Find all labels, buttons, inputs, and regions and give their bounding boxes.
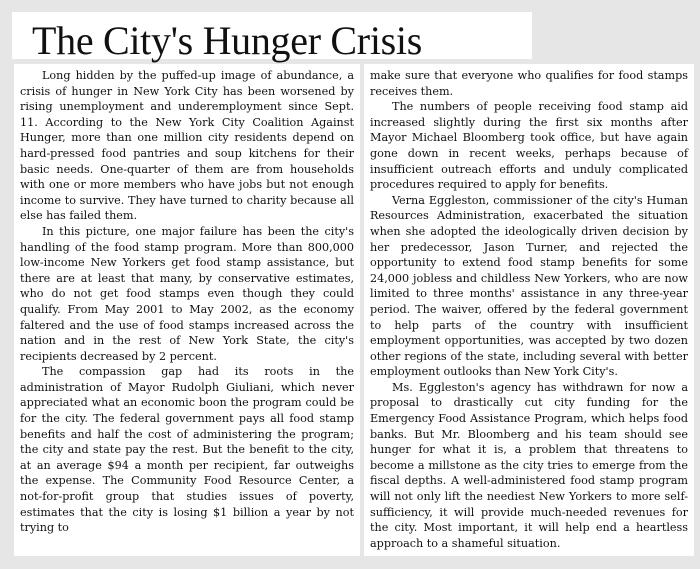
- paragraph: Verna Eggleston, commissioner of the city's Human Resources Administration, exacerbated the situation when she adopted the ideologically driven decision by her predecessor, Jason Turner, and rejected the opportunity to extend food stamp benefits for some 24,000 jobless and childless New Yorkers, who are now limited to three months' assistance in any three-year period. The waiver, offered by the federal government to help parts of the country with insufficient employment opportunities, was accepted by two dozen other regions of the state, including several with better employment outlooks than New York City's.: [370, 193, 688, 379]
- paragraph: In this picture, one major failure has been the city's handling of the food stamp program. More than 800,000 low-income New Yorkers get food stamp assistance, but there are at least that many, by conservative estimates, who do not get food stamps even though they could qualify. From May 2001 to May 2002, as the economy faltered and the use of food stamps increased across the nation and in the rest of New York State, the city's recipients decreased by 2 percent.: [20, 224, 354, 363]
- right-column: [364, 64, 694, 556]
- paragraph: The compassion gap had its roots in the administration of Mayor Rudolph Giuliani, which never appreciated what an economic boon the program could be for the city. The federal government pays all food stamp benefits and half the cost of administering the program; the city and state pay the rest. But the benefit to the city, at an average $94 a month per recipient, far outweighs the expense. The Community Food Resource Center, a not-for-profit group that studies issues of poverty, estimates that the city is losing $1 billion a year by not trying to: [20, 365, 354, 535]
- paragraph: The numbers of people receiving food stamp aid increased slightly during the first six months after Mayor Michael Bloomberg took office, but have again gone down in recent weeks, perhaps because of insufficient outreach efforts and unduly complicated procedures required to apply for benefits.: [370, 100, 688, 192]
- headline-box: [12, 12, 532, 63]
- paragraph: Long hidden by the puffed-up image of abundance, a crisis of hunger in New York City has been worsened by rising unemployment and underemployment since Sept. 11. According to the New York City Coalition Against Hunger, more than one million city residents depend on hard-pressed food pantries and soup kitchens for their basic needs. One-quarter of them are from households with one or more members who have jobs but not enough income to survive. They have turned to charity because all else has failed them.: [20, 69, 354, 223]
- left-column: [14, 64, 360, 556]
- paragraph-continued: make sure that everyone who qualifies for food stamps receives them.: [370, 69, 688, 98]
- headline: The City's Hunger Crisis: [32, 18, 422, 63]
- paragraph: Ms. Eggleston's agency has withdrawn for now a proposal to drastically cut city funding for the Emergency Food Assistance Program, which helps food banks. But Mr. Bloomberg and his team should see hunger for what it is, a problem that threatens to become a millstone as the city tries to emerge from the fiscal depths. A well-administered food stamp program will not only lift the neediest New Yorkers to more self-sufficiency, it will provide much-needed revenues for the city. Most important, it will help end a heartless approach to a shameful situation.: [370, 380, 688, 550]
